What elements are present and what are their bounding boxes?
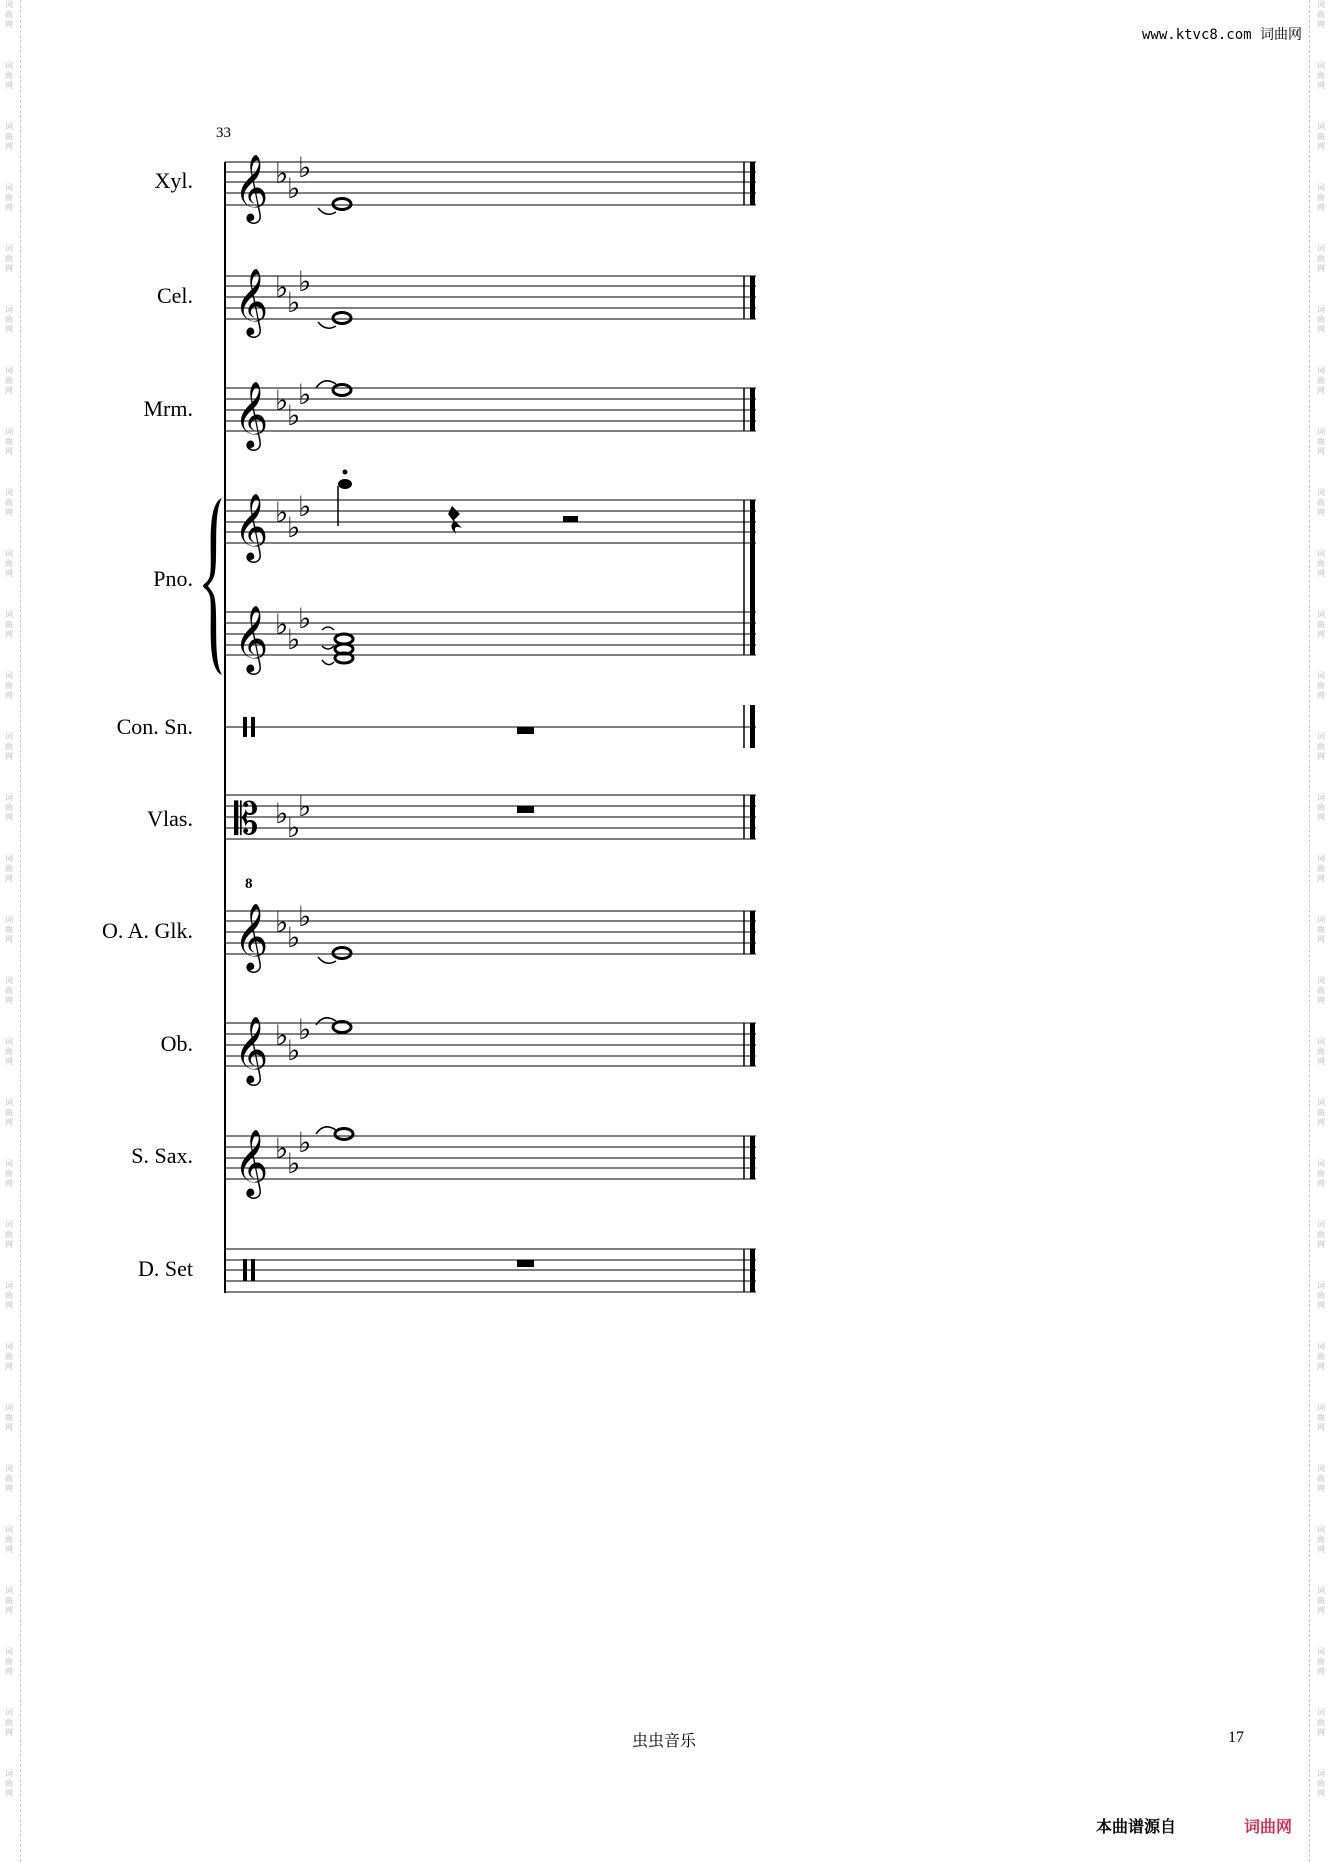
tie-icon [322,660,334,665]
final-barline [750,795,755,839]
piano-brace [203,498,222,675]
staff-concert-snare [225,705,756,748]
alto-clef-icon: 𝄡 [234,794,259,845]
watermark-text: 词 曲 网 [1317,1647,1325,1676]
staff-xylophone [225,153,756,224]
watermark-text: 词 曲 网 [5,1220,13,1249]
flat-icon: ♭ [287,174,301,205]
watermark-text: 词 曲 网 [1317,183,1325,212]
flat-icon: ♭ [298,153,312,184]
watermark-text: 词 曲 网 [1317,1708,1325,1737]
quarter-rest-icon [448,506,462,534]
watermark-text: 词 曲 网 [1317,610,1325,639]
watermark-text: 词 曲 网 [5,1037,13,1066]
whole-note [335,653,353,663]
staff-glockenspiel [225,876,756,973]
watermark-text: 词 曲 网 [5,183,13,212]
watermark-text: 词 曲 网 [1317,793,1325,822]
flat-icon: ♭ [275,799,289,830]
flat-icon: ♭ [287,923,301,954]
watermark-text: 词 曲 网 [1317,488,1325,517]
tie-icon [322,646,334,649]
watermark-text: 词 曲 网 [5,1342,13,1371]
watermark-text: 词 曲 网 [5,427,13,456]
flat-icon: ♭ [298,267,312,298]
staff-drum-set [225,1249,756,1292]
label-violas: Vlas. [147,806,193,831]
final-barline [750,276,755,319]
label-celesta: Cel. [156,283,193,308]
watermark-text: 词 曲 网 [5,610,13,639]
tie-icon [316,1127,336,1134]
final-barline [750,162,755,205]
watermark-text: 词 曲 网 [1317,1464,1325,1493]
watermark-text: 词 曲 网 [5,1586,13,1615]
watermark-text: 词 曲 网 [1317,1403,1325,1432]
flat-icon: ♭ [287,813,301,844]
treble-clef-icon: 𝄞 [234,902,269,970]
watermark-text: 词 曲 网 [1317,122,1325,151]
flat-icon: ♭ [275,610,289,641]
staff-piano-lower [225,604,756,675]
watermark-text: 词 曲 网 [1317,1098,1325,1127]
percussion-clef-icon [243,1259,247,1281]
watermark-text: 词 曲 网 [1317,732,1325,761]
flat-icon: ♭ [298,1015,312,1046]
watermark-text: 词 曲 网 [1317,1159,1325,1188]
whole-rest-icon [517,1260,534,1267]
flat-icon: ♭ [287,1149,301,1180]
flat-icon: ♭ [287,288,301,319]
flat-icon: ♭ [275,386,289,417]
watermark-text: 词 曲 网 [5,488,13,517]
watermark-text: 词 曲 网 [5,915,13,944]
final-barline [750,705,755,748]
flat-icon: ♭ [275,1134,289,1165]
octave-marking: 8 [245,876,253,892]
flat-icon: ♭ [275,1021,289,1052]
label-xylophone: Xyl. [154,168,193,193]
percussion-clef-icon [243,717,247,737]
whole-note [335,1129,353,1140]
whole-note [333,199,351,210]
label-oboe: Ob. [160,1031,193,1056]
watermark-text: 词 曲 网 [5,305,13,334]
tie-icon [318,957,336,963]
watermark-text: 词 曲 网 [5,1464,13,1493]
watermark-text: 词 曲 网 [1317,854,1325,883]
site-name: 词曲网 [1260,27,1302,43]
flat-icon: ♭ [275,159,289,190]
treble-clef-icon: 𝄞 [234,1015,269,1083]
final-barline [750,1136,755,1179]
watermark-text: 词 曲 网 [5,854,13,883]
label-glockenspiel: O. A. Glk. [101,918,193,943]
watermark-text: 词 曲 网 [1317,1037,1325,1066]
treble-clef-icon: 𝄞 [234,380,269,448]
watermark-text: 词 曲 网 [1317,549,1325,578]
watermark-text: 词 曲 网 [5,671,13,700]
watermark-text: 词 曲 网 [5,976,13,1005]
watermark-text: 词 曲 网 [5,61,13,90]
staccato-dot [343,470,348,475]
watermark-text: 词 曲 网 [5,793,13,822]
watermark-text: 词 曲 网 [1317,244,1325,273]
watermark-text: 词 曲 网 [1317,1220,1325,1249]
watermark-text: 词 曲 网 [1317,976,1325,1005]
footer-brand-link[interactable]: 词曲网 [1244,1817,1293,1836]
label-concert-snare: Con. Sn. [116,714,193,739]
quarter-note [338,479,352,489]
footer-source-label: 本曲谱源自 [1096,1817,1177,1836]
watermark-text: 词 曲 网 [1317,0,1325,29]
watermark-text: 词 曲 网 [1317,1525,1325,1554]
watermark-text: 词 曲 网 [5,1159,13,1188]
staff-marimba [225,380,756,451]
measure-number: 33 [216,125,231,141]
watermark-text: 词 曲 网 [1317,366,1325,395]
watermark-text: 词 曲 网 [5,549,13,578]
treble-clef-icon: 𝄞 [234,604,269,672]
watermark-text: 词 曲 网 [5,122,13,151]
watermark-text: 词 曲 网 [1317,1342,1325,1371]
treble-clef-icon: 𝄞 [234,153,269,221]
watermark-text: 词 曲 网 [5,1647,13,1676]
watermark-text: 词 曲 网 [5,732,13,761]
whole-note [333,948,351,959]
final-barline [750,500,755,655]
label-soprano-sax: S. Sax. [131,1143,193,1168]
watermark-text: 词 曲 网 [1317,1769,1325,1798]
flat-icon: ♭ [275,908,289,939]
staff-oboe [225,1015,756,1086]
flat-icon: ♭ [287,401,301,432]
footer-publisher: 虫虫音乐 [632,1731,697,1750]
flat-icon: ♭ [275,273,289,304]
flat-icon: ♭ [287,1036,301,1067]
final-barline [750,388,755,431]
final-barline [750,1249,755,1292]
label-drum-set: D. Set [138,1256,193,1281]
whole-rest-icon [517,727,534,734]
staff-celesta [225,267,756,338]
treble-clef-icon: 𝄞 [234,1128,269,1196]
watermark-text: 词 曲 网 [5,244,13,273]
half-rest-icon [563,516,578,522]
label-piano: Pno. [153,566,193,591]
watermark-text: 词 曲 网 [1317,61,1325,90]
treble-clef-icon: 𝄞 [234,492,269,560]
page-number: 17 [1228,1729,1244,1746]
flat-icon: ♭ [287,625,301,656]
flat-icon: ♭ [298,492,312,523]
treble-clef-icon: 𝄞 [234,267,269,335]
flat-icon: ♭ [298,1128,312,1159]
watermark-text: 词 曲 网 [1317,1281,1325,1310]
site-url[interactable]: www.ktvc8.com [1141,27,1252,43]
watermark-text: 词 曲 网 [5,1708,13,1737]
watermark-text: 词 曲 网 [5,1403,13,1432]
watermark-text: 词 曲 网 [5,1525,13,1554]
staff-violas [225,792,756,845]
final-barline [750,1023,755,1066]
watermark-text: 词 曲 网 [1317,305,1325,334]
watermark-text: 词 曲 网 [5,1769,13,1798]
whole-note [333,313,351,324]
label-marimba: Mrm. [143,396,193,421]
watermark-text: 词 曲 网 [1317,427,1325,456]
watermark-text: 词 曲 网 [5,1098,13,1127]
staff-soprano-sax [225,1127,756,1199]
watermark-text: 词 曲 网 [1317,915,1325,944]
flat-icon: ♭ [298,792,312,823]
final-barline [750,911,755,954]
watermark-text: 词 曲 网 [1317,1586,1325,1615]
tie-icon [322,627,334,630]
tie-icon [318,322,336,328]
flat-icon: ♭ [275,498,289,529]
watermark-text: 词 曲 网 [5,366,13,395]
watermark-text: 词 曲 网 [1317,671,1325,700]
whole-note [333,385,351,396]
flat-icon: ♭ [287,513,301,544]
flat-icon: ♭ [298,902,312,933]
flat-icon: ♭ [298,380,312,411]
flat-icon: ♭ [298,604,312,635]
whole-rest-icon [517,806,534,813]
tie-icon [318,208,336,214]
watermark-text: 词 曲 网 [5,0,13,29]
watermark-text: 词 曲 网 [5,1281,13,1310]
